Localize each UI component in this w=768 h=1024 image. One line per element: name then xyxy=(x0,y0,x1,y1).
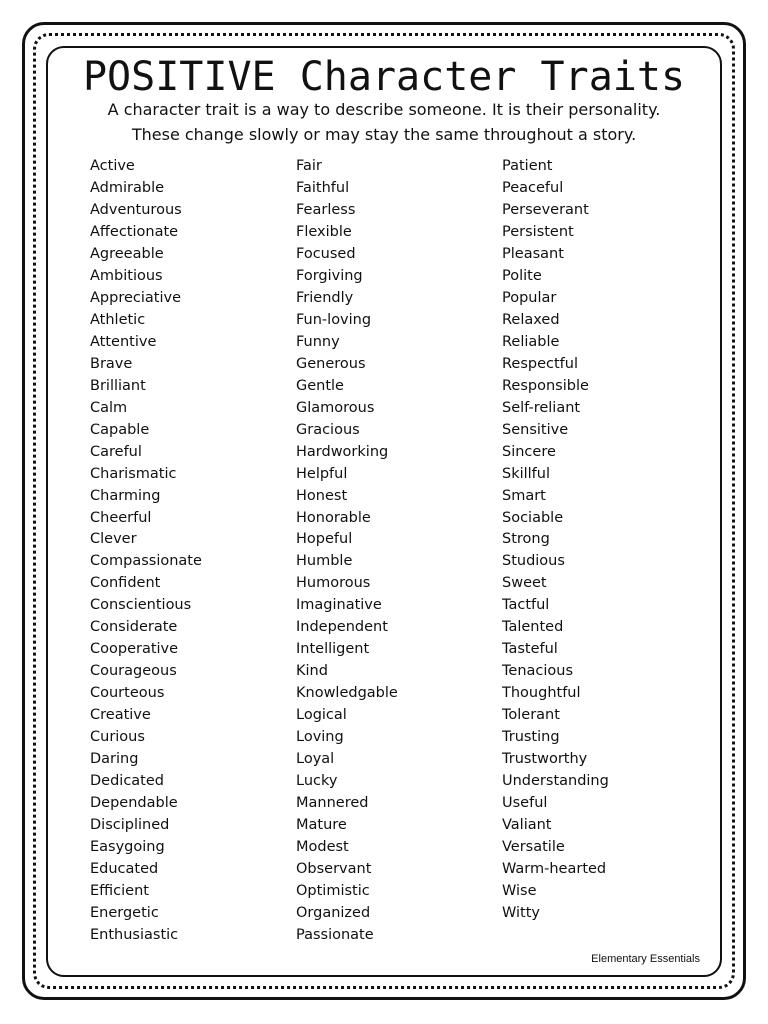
trait-item: Confident xyxy=(90,575,161,592)
trait-item: Loyal xyxy=(296,751,335,768)
trait-item: Courteous xyxy=(90,685,165,702)
trait-item: Optimistic xyxy=(296,882,370,899)
trait-item: Sweet xyxy=(502,575,547,592)
trait-item: Adventurous xyxy=(90,201,182,218)
trait-item: Gentle xyxy=(296,377,344,394)
trait-item: Peaceful xyxy=(502,179,564,196)
trait-item: Tactful xyxy=(502,597,550,614)
page-title: POSITIVE Character Traits xyxy=(82,54,686,100)
trait-item: Wise xyxy=(502,882,537,899)
trait-item: Lucky xyxy=(296,773,338,790)
trait-item: Responsible xyxy=(502,377,589,394)
trait-item: Hopeful xyxy=(296,531,353,548)
trait-item: Mannered xyxy=(296,795,369,812)
trait-item: Tasteful xyxy=(502,641,558,658)
trait-item: Logical xyxy=(296,707,347,724)
trait-item: Gracious xyxy=(296,421,360,438)
trait-item: Hardworking xyxy=(296,443,389,460)
trait-item: Patient xyxy=(502,158,553,174)
credit-text: Elementary Essentials xyxy=(591,953,700,965)
trait-item: Brilliant xyxy=(90,377,146,394)
trait-item: Ambitious xyxy=(90,267,163,284)
trait-item: Clever xyxy=(90,531,137,548)
trait-item: Versatile xyxy=(502,839,565,856)
trait-item: Pleasant xyxy=(502,245,564,262)
trait-item: Educated xyxy=(90,861,159,877)
trait-item: Considerate xyxy=(90,619,178,636)
trait-item: Conscientious xyxy=(90,597,192,614)
trait-column-1 xyxy=(90,155,202,946)
trait-item: Funny xyxy=(296,333,340,350)
trait-item: Skillful xyxy=(502,465,551,482)
trait-item: Smart xyxy=(502,487,546,504)
trait-item: Valiant xyxy=(502,817,552,834)
trait-item: Efficient xyxy=(90,882,149,899)
trait-item: Faithful xyxy=(296,179,350,196)
trait-item: Cheerful xyxy=(90,509,152,526)
trait-item: Observant xyxy=(296,861,372,877)
trait-item: Dedicated xyxy=(90,773,164,790)
trait-item: Trusting xyxy=(502,729,560,746)
trait-item: Calm xyxy=(90,399,128,416)
trait-item: Charming xyxy=(90,487,161,504)
page-subtitle: A character trait is a way to describe someone. It is their personality. These change slowly or may stay the same throughout a story. xyxy=(107,100,661,144)
trait-item: Athletic xyxy=(90,311,146,328)
traits-columns xyxy=(90,155,710,955)
trait-item: Tenacious xyxy=(502,663,574,680)
trait-item: Flexible xyxy=(296,223,352,240)
trait-item: Affectionate xyxy=(90,223,179,240)
trait-item: Warm-hearted xyxy=(502,861,607,877)
trait-item: Glamorous xyxy=(296,399,375,416)
trait-item: Focused xyxy=(296,245,356,262)
trait-item: Generous xyxy=(296,355,366,372)
trait-item: Mature xyxy=(296,817,347,834)
trait-item: Curious xyxy=(90,729,145,746)
trait-item: Polite xyxy=(502,267,542,284)
trait-item: Self-reliant xyxy=(502,399,581,416)
trait-item: Fair xyxy=(296,158,322,174)
trait-item: Sincere xyxy=(502,443,556,460)
trait-item: Tolerant xyxy=(502,707,560,724)
trait-item: Passionate xyxy=(296,926,374,943)
trait-item: Attentive xyxy=(90,333,157,350)
trait-item: Honest xyxy=(296,487,348,504)
trait-item: Brave xyxy=(90,355,133,372)
trait-item: Fun-loving xyxy=(296,311,372,328)
trait-item: Helpful xyxy=(296,465,348,482)
trait-item: Disciplined xyxy=(90,817,170,834)
trait-item: Independent xyxy=(296,619,388,636)
trait-item: Creative xyxy=(90,707,151,724)
trait-item: Relaxed xyxy=(502,311,560,328)
trait-item: Charismatic xyxy=(90,465,177,482)
trait-item: Forgiving xyxy=(296,267,363,284)
trait-item: Courageous xyxy=(90,663,177,680)
trait-item: Daring xyxy=(90,751,139,768)
trait-item: Energetic xyxy=(90,904,159,921)
trait-item: Friendly xyxy=(296,289,354,306)
trait-item: Fearless xyxy=(296,201,356,218)
trait-item: Honorable xyxy=(296,509,371,526)
trait-column-2 xyxy=(296,155,398,946)
trait-item: Perseverant xyxy=(502,201,589,218)
trait-item: Capable xyxy=(90,421,150,438)
trait-item: Imaginative xyxy=(296,597,382,614)
trait-column-3 xyxy=(502,155,609,924)
trait-item: Reliable xyxy=(502,333,560,350)
trait-item: Understanding xyxy=(502,773,609,790)
trait-item: Careful xyxy=(90,443,142,460)
trait-item: Compassionate xyxy=(90,553,202,570)
trait-item: Dependable xyxy=(90,795,178,812)
trait-item: Appreciative xyxy=(90,289,181,306)
trait-item: Studious xyxy=(502,553,565,570)
trait-item: Modest xyxy=(296,839,349,856)
trait-item: Humorous xyxy=(296,575,371,592)
trait-item: Enthusiastic xyxy=(90,926,179,943)
trait-item: Agreeable xyxy=(90,245,164,262)
trait-item: Loving xyxy=(296,729,344,746)
trait-item: Sociable xyxy=(502,509,564,526)
trait-item: Trustworthy xyxy=(502,751,588,768)
trait-item: Useful xyxy=(502,795,548,812)
trait-item: Sensitive xyxy=(502,421,569,438)
trait-item: Admirable xyxy=(90,179,165,196)
trait-item: Witty xyxy=(502,904,540,921)
trait-item: Talented xyxy=(502,619,564,636)
trait-item: Persistent xyxy=(502,223,574,240)
trait-item: Cooperative xyxy=(90,641,179,658)
trait-item: Active xyxy=(90,158,135,174)
trait-item: Respectful xyxy=(502,355,579,372)
trait-item: Strong xyxy=(502,531,550,548)
trait-item: Organized xyxy=(296,904,371,921)
trait-item: Intelligent xyxy=(296,641,370,658)
trait-item: Easygoing xyxy=(90,839,165,856)
trait-item: Thoughtful xyxy=(502,685,581,702)
trait-item: Popular xyxy=(502,289,557,306)
trait-item: Knowledgable xyxy=(296,685,398,702)
trait-item: Kind xyxy=(296,663,328,680)
trait-item: Humble xyxy=(296,553,353,570)
